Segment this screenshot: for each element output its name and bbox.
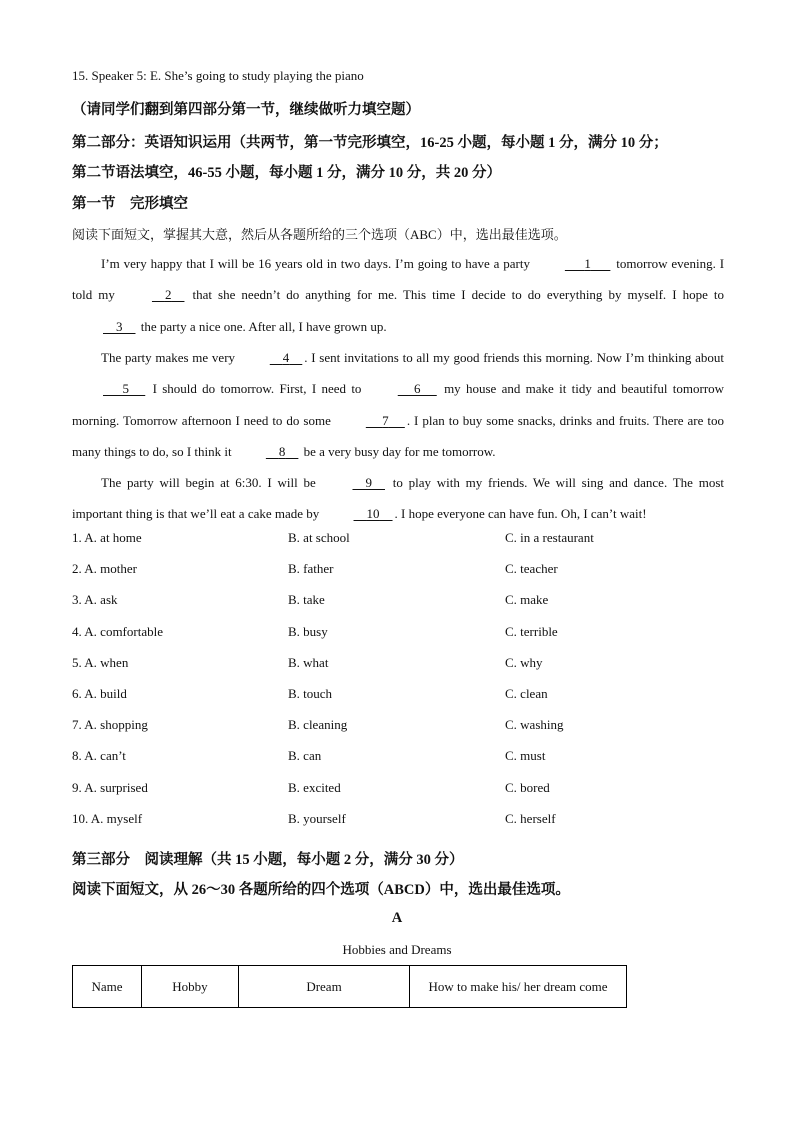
- option-row: [72, 686, 732, 717]
- option-row: [72, 748, 732, 779]
- option-row: [72, 530, 732, 561]
- part2-heading-line1: 第二部分：英语知识运用（共两节，第一节完形填空，16-25 小题，每小题 1 分，满分 10 分；: [72, 135, 668, 151]
- option-a: 6. A. build: [72, 685, 127, 701]
- cloze-instruction: 阅读下面短文，掌握其大意，然后从各题所给的三个选项（ABC）中，选出最佳选项。: [72, 227, 567, 242]
- passage-paragraph-3: The party will begin at 6:30. I will be 9 to play with my friends. We will sing and dance. The most important thing is that we’ll eat a cake made by 10 . I hope everyone can have fun. Oh, I can’t wait!: [72, 467, 724, 530]
- option-c: C. in a restaurant: [505, 530, 594, 545]
- option-c: C. teacher: [505, 561, 558, 577]
- listening-note: （请同学们翻到第四部分第一节，继续做听力填空题）: [72, 102, 420, 118]
- option-a: 3. A. ask: [72, 592, 118, 608]
- passage-paragraph-1: I’m very happy that I will be 16 years old in two days. I’m going to have a party 1 tomorrow evening. I told my 2 that she needn’t do anything for me. This time I decide to do everything by myself. I hope to 3 the party a nice one. After all, I have grown up.: [72, 248, 724, 342]
- option-b: B. cleaning: [288, 717, 348, 733]
- blank-1: 1: [584, 256, 591, 271]
- option-row: [72, 655, 732, 686]
- hobbies-table: [72, 965, 627, 1008]
- option-c: C. washing: [505, 717, 564, 733]
- option-c: C. make: [505, 592, 549, 608]
- option-b: B. father: [288, 561, 334, 577]
- blank-2: 2: [164, 287, 172, 303]
- option-a: 10. A. myself: [72, 810, 143, 826]
- option-b: B. can: [288, 748, 322, 764]
- option-a: 5. A. when: [72, 654, 129, 670]
- table-header-row: [73, 966, 627, 1008]
- part3-instruction: 阅读下面短文，从 26～30 各题所给的四个选项（ABCD）中，选出最佳选项。: [72, 882, 570, 898]
- table-title: Hobbies and Dreams: [342, 942, 452, 957]
- blank-7: 7: [382, 412, 389, 428]
- option-row: [72, 561, 732, 592]
- header-how: How to make his/ her dream come: [410, 966, 627, 1008]
- option-row: [72, 592, 732, 623]
- option-c: C. clean: [505, 685, 548, 701]
- option-a: 8. A. can’t: [72, 748, 126, 764]
- option-c: C. must: [505, 748, 546, 764]
- blank-5: 5: [122, 381, 129, 397]
- option-b: B. busy: [288, 623, 328, 639]
- section1-heading: 第一节 完形填空: [72, 196, 188, 212]
- option-row: [72, 780, 732, 811]
- passage-paragraph-2: The party makes me very 4 . I sent invitations to all my good friends this morning. Now I’m thinking about 5 I should do tomorrow. First, I need to 6 my house and make it tidy and beautiful tomorrow morning. Tomorrow afternoon I need to do some 7 . I plan to buy some snacks, drinks and fruits. There are too many things to do, so I think it 8 be a very busy day for me tomorrow.: [72, 342, 724, 467]
- blank-3: 3: [116, 318, 123, 334]
- option-a: 7. A. shopping: [72, 717, 148, 733]
- part2-heading-line2: 第二节语法填空，46-55 小题，每小题 1 分，满分 10 分，共 20 分）: [72, 165, 501, 181]
- section-letter: A: [391, 910, 403, 926]
- option-row: [72, 811, 732, 842]
- option-a: 4. A. comfortable: [72, 623, 163, 639]
- blank-9: 9: [365, 475, 372, 490]
- header-dream: Dream: [239, 966, 410, 1008]
- option-c: C. why: [505, 654, 543, 670]
- blank-4: 4: [282, 350, 290, 365]
- option-b: B. at school: [288, 530, 350, 545]
- option-c: C. herself: [505, 810, 556, 826]
- option-b: B. what: [288, 654, 329, 670]
- option-b: B. take: [288, 592, 325, 608]
- option-b: B. excited: [288, 779, 341, 795]
- answer-options: [72, 530, 732, 842]
- option-b: B. touch: [288, 685, 333, 701]
- header-name: Name: [73, 966, 142, 1008]
- speaker-line: 15. Speaker 5: E. She’s going to study playing the piano: [72, 68, 364, 83]
- header-hobby: Hobby: [142, 966, 239, 1008]
- option-c: C. bored: [505, 779, 550, 795]
- blank-10: 10: [366, 506, 380, 522]
- option-row: [72, 624, 732, 655]
- blank-8: 8: [278, 443, 286, 459]
- option-b: B. yourself: [288, 810, 346, 826]
- option-c: C. terrible: [505, 623, 558, 639]
- option-row: [72, 717, 732, 748]
- blank-6: 6: [414, 381, 421, 397]
- option-a: 1. A. at home: [72, 530, 142, 545]
- part3-heading: 第三部分 阅读理解（共 15 小题，每小题 2 分，满分 30 分）: [72, 852, 464, 868]
- option-a: 2. A. mother: [72, 561, 137, 577]
- option-a: 9. A. surprised: [72, 779, 148, 795]
